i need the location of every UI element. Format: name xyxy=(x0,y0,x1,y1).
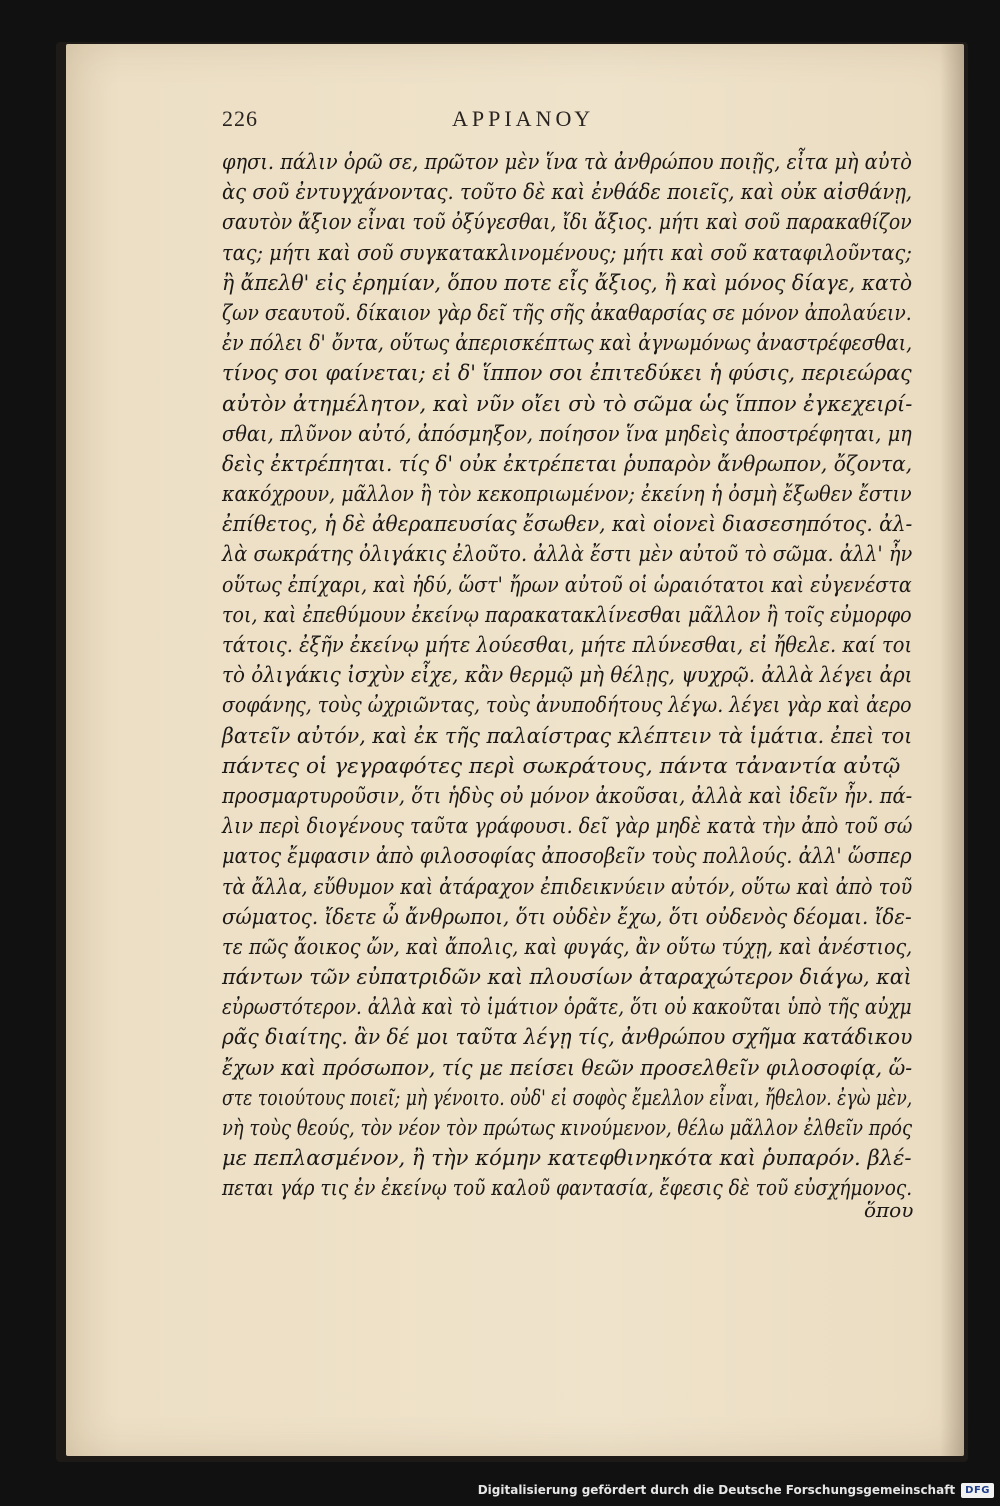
page-header xyxy=(222,106,752,140)
text-line: προσμαρτυροῦσιν, ὅτι ἡδὺς οὐ μόνον ἀκοῦσαι, ἀλλὰ καὶ ἰδεῖν ἦν. πά- xyxy=(222,783,913,809)
running-head: ΑΡΡΙΑΝΟΥ xyxy=(452,106,595,131)
text-line: εὐρωστότερον. ἀλλὰ καὶ τὸ ἱμάτιον ὁρᾶτε, ὅτι οὐ κακοῦται ὑπὸ τῆς αὐχμ xyxy=(222,995,912,1021)
text-line: ἢ ἄπελθ' εἰς ἐρημίαν, ὅπου ποτε εἶς ἄξιος, ἢ καὶ μόνος δίαγε, κατὸ xyxy=(222,270,913,296)
text-line: σθαι, πλῦνον αὐτό, ἀπόσμηξον, ποίησον ἵνα μηδεὶς ἀποστρέφηται, μη xyxy=(222,421,912,447)
text-line: οὕτως ἐπίχαρι, καὶ ἡδύ, ὥστ' ἤρων αὐτοῦ οἱ ὡραιότατοι καὶ εὐγενέστα xyxy=(222,572,912,598)
text-line: νὴ τοὺς θεούς, τὸν νέον τὸν πρώτως κινούμενον, θέλω μᾶλλον ἐλθεῖν πρός xyxy=(222,1116,912,1141)
text-line: σώματος. ἴδετε ὦ ἄνθρωποι, ὅτι οὐδὲν ἔχω, ὅτι οὐδενὸς δέομαι. ἴδε- xyxy=(222,904,912,930)
text-line: πάντες οἱ γεγραφότες περὶ σωκράτους, πάντα τἀναντία αὐτῷ xyxy=(222,753,901,779)
text-line: ἔχων καὶ πρόσωπον, τίς με πείσει θεῶν προσελθεῖν φιλοσοφίᾳ, ὥ- xyxy=(222,1055,913,1081)
text-line: ἐν πόλει δ' ὄντα, οὕτως ἀπερισκέπτως καὶ ἀγνωμόνως ἀναστρέφεσθαι, xyxy=(222,331,913,357)
text-line: λιν περὶ διογένους ταῦτα γράφουσι. δεῖ γὰρ μηδὲ κατὰ τὴν ἀπὸ τοῦ σώ xyxy=(222,814,913,840)
text-line: στε τοιούτους ποιεῖ; μὴ γένοιτο. οὐδ' εἰ σοφὸς ἔμελλον εἶναι, ἤθελον. ἐγὼ μὲν, xyxy=(222,1085,913,1111)
text-block xyxy=(222,148,912,1205)
text-line: με πεπλασμένον, ἢ τὴν κόμην κατεφθινηκότα καὶ ῥυπαρόν. βλέ- xyxy=(222,1146,912,1172)
text-line: τοι, καὶ ἐπεθύμουν ἐκείνῳ παρακατακλίνεσθαι μᾶλλον ἢ τοῖς εὐμορφο xyxy=(222,602,912,628)
text-line: ὰς σοῦ ἐντυγχάνοντας. τοῦτο δὲ καὶ ἐνθάδε ποιεῖς, καὶ οὐκ αἰσθάνῃ, xyxy=(222,180,913,206)
digitization-footer xyxy=(478,1478,994,1502)
text-line: ματος ἔμφασιν ἀπὸ φιλοσοφίας ἀποσοβεῖν τοὺς πολλούς. ἀλλ' ὥσπερ xyxy=(222,844,912,870)
text-line: τὸ ὀλιγάκις ἰσχὺν εἶχε, κἂν θερμῷ μὴ θέλῃς, ψυχρῷ. ἀλλὰ λέγει ἀρι xyxy=(222,663,913,689)
text-line: τάτοις. ἐξῆν ἐκείνῳ μήτε λούεσθαι, μήτε πλύνεσθαι, εἰ ἤθελε. καί τοι xyxy=(222,633,913,658)
funding-notice: Digitalisierung gefördert durch die Deutsche Forschungsgemeinschaft xyxy=(477,1483,956,1497)
text-line: λὰ σωκράτης ὀλιγάκις ἐλοῦτο. ἀλλὰ ἔστι μὲν αὐτοῦ τὸ σῶμα. ἀλλ' ἦν xyxy=(222,542,913,568)
dfg-logo-icon: DFG xyxy=(961,1483,994,1498)
text-line: ρᾶς διαίτης. ἂν δέ μοι ταῦτα λέγῃ τίς, ἀνθρώπου σχῆμα κατάδικου xyxy=(222,1025,913,1051)
text-line: δεὶς ἐκτρέπηται. τίς δ' οὐκ ἐκτρέπεται ῥυπαρὸν ἄνθρωπον, ὄζοντα, xyxy=(222,451,913,477)
text-line: σοφάνης, τοὺς ὠχριῶντας, τοὺς ἀνυποδήτους λέγω. λέγει γὰρ καὶ ἀερο xyxy=(222,693,912,719)
text-line: τὰ ἄλλα, εὔθυμον καὶ ἀτάραχον ἐπιδεικνύειν αὐτόν, οὕτω καὶ ἀπὸ τοῦ xyxy=(222,874,913,900)
text-line: πάντων τῶν εὐπατριδῶν καὶ πλουσίων ἀταραχώτερον διάγω, καὶ xyxy=(222,965,912,991)
text-line: βατεῖν αὐτόν, καὶ ἐκ τῆς παλαίστρας κλέπτειν τὰ ἱμάτια. ἐπεὶ τοι xyxy=(222,723,913,749)
text-line: ζων σεαυτοῦ. δίκαιον γὰρ δεῖ τῆς σῆς ἀκαθαρσίας σε μόνον ἀπολαύειν. xyxy=(222,300,912,326)
text-line: τε πῶς ἄοικος ὤν, καὶ ἄπολις, καὶ φυγάς, ἂν οὕτω τύχῃ, καὶ ἀνέστιος, xyxy=(222,934,913,960)
text-line: πεται γάρ τις ἐν ἐκείνῳ τοῦ καλοῦ φαντασία, ἔφεσις δὲ τοῦ εὐσχήμονος. xyxy=(222,1176,913,1202)
catchword: ὅπου xyxy=(864,1198,914,1222)
text-line: ἐπίθετος, ἡ δὲ ἀθεραπευσίας ἔσωθεν, καὶ οἱονεὶ διασεσηπότος. ἀλ- xyxy=(222,512,913,538)
page-gutter xyxy=(940,44,964,1456)
text-line: αὐτὸν ἀτημέλητον, καὶ νῦν οἴει σὺ τὸ σῶμα ὡς ἵππον ἐγκεχειρί- xyxy=(222,391,913,417)
text-line: τας; μήτι καὶ σοῦ συγκατακλινομένους; μήτι καὶ σοῦ καταφιλοῦντας; xyxy=(222,240,912,266)
text-line: τίνος σοι φαίνεται; εἰ δ' ἵππον σοι ἐπιτεδύκει ἡ φύσις, περιεώρας xyxy=(222,361,912,387)
page-number: 226 xyxy=(222,106,258,131)
text-line: κακόχρουν, μᾶλλον ἢ τὸν κεκοπριωμένον; ἐκείνη ἡ ὀσμὴ ἔξωθεν ἔστιν xyxy=(222,482,912,508)
text-line: σαυτὸν ἄξιον εἶναι τοῦ ὀξύγεσθαι, ἴδι ἄξιος. μήτι καὶ σοῦ παρακαθίζον xyxy=(222,210,912,236)
text-line: φησι. πάλιν ὁρῶ σε, πρῶτον μὲν ἵνα τὰ ἀνθρώπου ποιῇς, εἶτα μὴ αὐτὸ xyxy=(222,150,912,175)
